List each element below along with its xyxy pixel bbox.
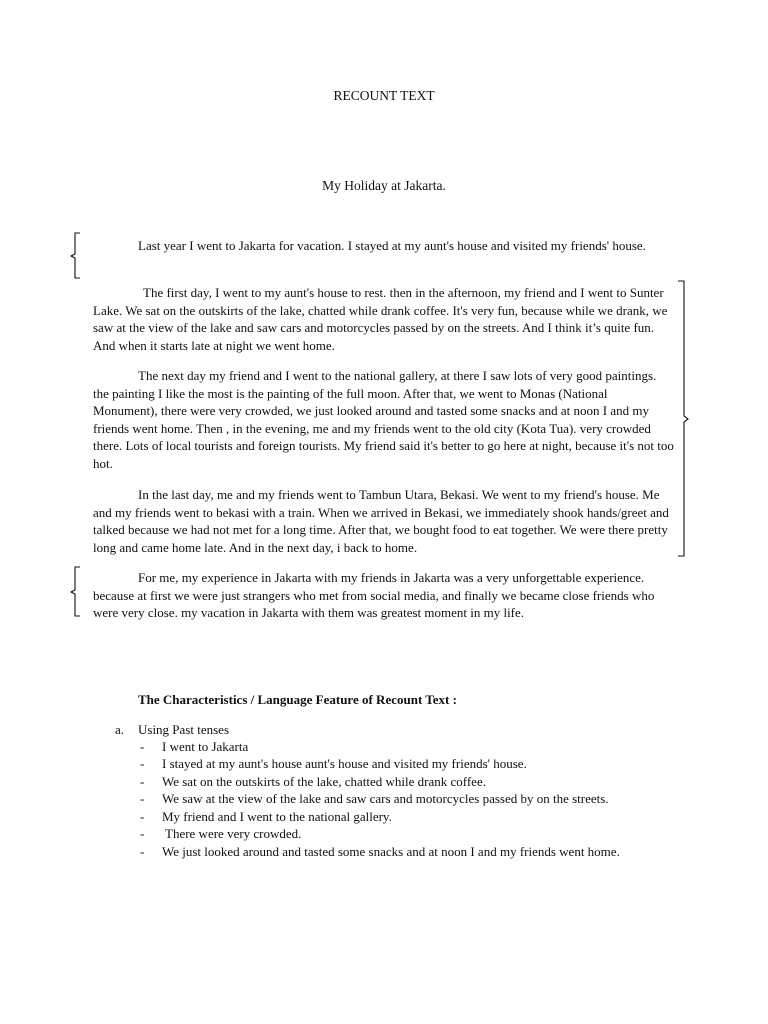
- events-bracket: [676, 280, 690, 558]
- story-title: My Holiday at Jakarta.: [322, 178, 446, 193]
- paragraph-orientation: Last year I went to Jakarta for vacation. I stayed at my aunt's house and visited my friends' house.: [138, 238, 646, 253]
- paragraph-reorientation: For me, my experience in Jakarta with my friends in Jakarta was a very unforgettable experience. because at first we were just strangers who met from social media, and finally we became close friends who were very close. my vacation in Jakarta with them was greatest moment in my life.: [93, 570, 655, 621]
- orientation-bracket: [70, 232, 84, 280]
- feature-marker: a.: [115, 722, 125, 737]
- document-page: RECOUNT TEXT My Holiday at Jakarta. Last year I went to Jakarta for vacation. I stayed at my aunt's house and visited my friends' house. The first day, I went to my aunt's house to rest. then in the afternoon, my friend and I went to Sunter Lake. We sat on the outskirts of the lake, chatted while drank coffee. It's very fun, because while we drank, we saw at the view of the lake and saw cars and motorcycles passed by on the streets. And I think it’s quite fun. And when it starts late at night we went home. The next day my friend and I went to the national gallery, at there I saw lots of very good paintings. the painting I like the most is the painting of the full moon. After that, we went to Monas (National Monument), there were very crowded, we just looked around and tasted some snacks and at noon I and my friends went home. Then , in the evening, me and my friends went to the old city (Kota Tua). very crowded there. Lots of local tourists and foreign tourists. My friend said it's better to go here at night, because it's not too hot. In the last day, me and my friends went to Tambun Utara, Bekasi. We went to my friend's house. Me and my friends went to bekasi with a train. When we arrived in Bekasi, we immediately shook hands/greet and talked because we had not met for a long time. After that, we bought food to eat together. We were there pretty long and came home late. And in the next day, i back to home. For me, my experience in Jakarta with my friends in Jakarta was a very unforgettable experience. because at first we were just strangers who met from social media, and finally we became close friends who were very close. my vacation in Jakarta with them was greatest moment in my life. The Characteristics / Language Feature of Recount Text : a. Using Past tenses - I went to Jakarta - I stayed at my aunt's house aunt's house and visited my friends' house. - We sat on the outskirts of the lake, chatted while drank coffee. - We saw at the view of the lake and saw cars and motorcycles passed by on the streets. - My friend and I went to the national gallery. - There were very crowded. - We just looked around and tasted some snacks and at noon I and my friends went home.: [0, 0, 768, 1024]
- document-heading: RECOUNT TEXT: [333, 88, 435, 103]
- paragraph-next-day: The next day my friend and I went to the national gallery, at there I saw lots of very good paintings. the painting I like the most is the painting of the full moon. After that, we went to Monas (National Monument), there were very crowded, we just looked around and tasted some snacks and at noon I and my friends went home. Then , in the evening, me and my friends went to the old city (Kota Tua). very crowded there. Lots of local tourists and foreign tourists. My friend said it's better to go here at night, because it's not too hot.: [93, 368, 674, 471]
- feature-label: Using Past tenses: [138, 722, 229, 737]
- paragraph-last-day: In the last day, me and my friends went to Tambun Utara, Bekasi. We went to my friend's house. Me and my friends went to bekasi with a train. When we arrived in Bekasi, we immediately shook hands/greet and talked because we had not met for a long time. After that, we bought food to eat together. We were there pretty long and came home late. And in the next day, i back to home.: [93, 487, 669, 555]
- paragraph-first-day: The first day, I went to my aunt's house to rest. then in the afternoon, my friend and I went to Sunter Lake. We sat on the outskirts of the lake, chatted while drank coffee. It's very fun, because while we drank, we saw at the view of the lake and saw cars and motorcycles passed by on the streets. And I think it’s quite fun. And when it starts late at night we went home.: [93, 285, 668, 353]
- reorientation-bracket: [70, 566, 84, 618]
- features-title: The Characteristics / Language Feature of Recount Text :: [138, 692, 457, 707]
